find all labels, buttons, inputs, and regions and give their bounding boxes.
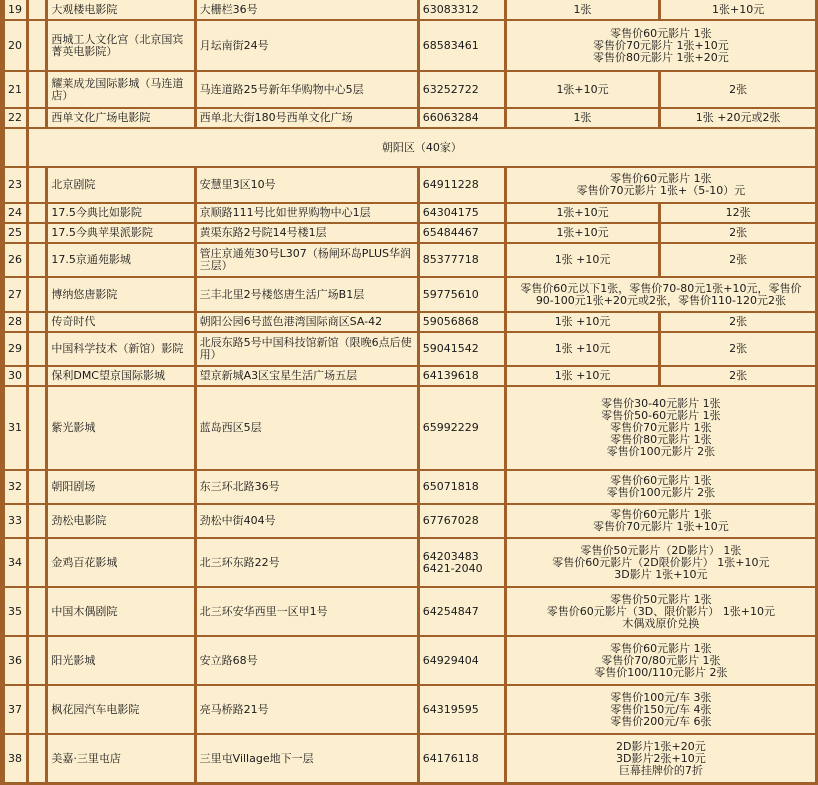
cinema-phone: 64319595 [420, 686, 504, 733]
price-line: 90-100元1张+20元或2张，零售价110-120元2张 [535, 293, 786, 307]
price-line: 零售价80元影片 1张 [610, 433, 712, 446]
price-2d: 1张+10元 [507, 224, 659, 242]
cinema-address: 月坛南街24号 [197, 21, 417, 70]
price-line: 零售价60元影片 1张 [610, 474, 712, 487]
cinema-phone: 64929404 [420, 637, 504, 684]
price-line: 零售价60元影片（3D、限价影片） 1张+10元 [546, 604, 775, 618]
cinema-name: 阳光影城 [48, 637, 193, 684]
table-row [5, 367, 815, 385]
price-details [507, 637, 815, 684]
price-details [507, 471, 815, 503]
price-3d: 2张 [661, 313, 815, 331]
blank-cell [29, 387, 46, 469]
table-row [5, 278, 815, 311]
price-line: 零售价100/110元影片 2张 [594, 665, 728, 679]
table-row [5, 539, 815, 586]
table-row [5, 313, 815, 331]
cinema-address: 三里屯Village地下一层 [197, 735, 417, 782]
price-details [507, 539, 815, 586]
price-line: 零售价200元/车 6张 [610, 714, 712, 728]
cinema-address: 京顺路111号比如世界购物中心1层 [197, 204, 417, 222]
table-body-top [5, 0, 815, 127]
row-number: 31 [5, 387, 26, 469]
cinema-name: 劲松电影院 [48, 505, 193, 537]
row-number: 33 [5, 505, 26, 537]
blank-cell [29, 21, 46, 70]
price-line: 零售价30-40元影片 1张 [601, 397, 721, 410]
price-line: 零售价50元影片（2D影片） 1张 [580, 543, 742, 557]
price-line: 3D影片2张+10元 [616, 751, 706, 765]
blank-cell [29, 72, 46, 107]
table-row [5, 109, 815, 127]
row-number: 19 [5, 0, 26, 19]
cinema-phone: 65071818 [420, 471, 504, 503]
row-number: 37 [5, 686, 26, 733]
region-title: 朝阳区（40家） [29, 129, 815, 166]
blank-cell [29, 686, 46, 733]
price-3d: 1张 +20元或2张 [661, 109, 815, 127]
price-line: 3D影片 1张+10元 [614, 567, 708, 581]
table-row [5, 0, 815, 19]
price-line: 木偶戏原价兑换 [622, 616, 700, 630]
price-details [507, 168, 815, 202]
cinema-phone: 65484467 [420, 224, 504, 242]
cinema-address: 大栅栏36号 [197, 0, 417, 19]
price-line: 零售价60元以下1张，零售价70-80元1张+10元，零售价 [520, 281, 802, 295]
price-details [507, 735, 815, 782]
price-line: 零售价60元影片（2D限价影片） 1张+10元 [552, 555, 770, 569]
table-row [5, 637, 815, 684]
blank-cell [29, 367, 46, 385]
price-line: 零售价100元影片 2张 [606, 486, 716, 499]
row-number: 23 [5, 168, 26, 202]
price-3d: 2张 [661, 224, 815, 242]
cinema-name: 美嘉·三里屯店 [48, 735, 193, 782]
price-3d: 2张 [661, 367, 815, 385]
cinema-phone: 64254847 [420, 588, 504, 635]
price-2d: 1张 +10元 [507, 333, 659, 365]
cinema-name: 金鸡百花影城 [48, 539, 193, 586]
row-number: 34 [5, 539, 26, 586]
price-2d: 1张 [507, 0, 659, 19]
cinema-address: 安慧里3区10号 [197, 168, 417, 202]
cinema-phone: 64203483 6421-2040 [420, 539, 504, 586]
price-line: 零售价70元影片 1张+（5-10）元 [576, 184, 746, 197]
price-line: 零售价100元/车 3张 [610, 690, 712, 704]
cinema-name: 西城工人文化宫（北京国宾菁英电影院） [48, 21, 193, 70]
cinema-name: 枫花园汽车电影院 [48, 686, 193, 733]
cinema-table [2, 0, 818, 784]
cinema-name: 传奇时代 [48, 313, 193, 331]
cinema-name: 中国木偶剧院 [48, 588, 193, 635]
price-line: 零售价80元影片 1张+20元 [593, 50, 729, 64]
cinema-name: 博纳悠唐影院 [48, 278, 193, 311]
row-number: 24 [5, 204, 26, 222]
cinema-phone: 64139618 [420, 367, 504, 385]
cinema-name: 保利DMC望京国际影城 [48, 367, 193, 385]
region-row [5, 129, 815, 166]
table-row [5, 686, 815, 733]
blank-cell [29, 333, 46, 365]
cinema-phone: 59775610 [420, 278, 504, 311]
cinema-name: 17.5今典比如影院 [48, 204, 193, 222]
cinema-phone: 85377718 [420, 244, 504, 276]
price-3d: 12张 [661, 204, 815, 222]
blank-cell [29, 313, 46, 331]
price-line: 零售价70/80元影片 1张 [601, 653, 721, 667]
cinema-address: 西单北大街180号西单文化广场 [197, 109, 417, 127]
price-3d: 1张+10元 [661, 0, 815, 19]
cinema-name: 17.5今典苹果派影院 [48, 224, 193, 242]
price-3d: 2张 [661, 72, 815, 107]
table-body-bottom [5, 168, 815, 782]
cinema-address: 北辰东路5号中国科技馆新馆（限晚6点后使用） [197, 333, 417, 365]
price-line: 零售价50元影片 1张 [610, 592, 712, 606]
price-2d: 1张 +10元 [507, 313, 659, 331]
blank-cell [29, 505, 46, 537]
price-3d: 2张 [661, 333, 815, 365]
row-number: 27 [5, 278, 26, 311]
price-line: 2D影片1张+20元 [616, 739, 706, 753]
price-details [507, 278, 815, 311]
price-line: 零售价50-60元影片 1张 [601, 409, 721, 422]
blank-cell [29, 735, 46, 782]
cinema-phone: 68583461 [420, 21, 504, 70]
blank-cell [29, 278, 46, 311]
blank-cell [29, 109, 46, 127]
table-row [5, 471, 815, 503]
price-details [507, 588, 815, 635]
cinema-address: 朝阳公园6号蓝色港湾国际商区SA-42 [197, 313, 417, 331]
table-row [5, 387, 815, 469]
cinema-phone: 59056868 [420, 313, 504, 331]
blank-cell [29, 204, 46, 222]
cinema-address: 蓝岛西区5层 [197, 387, 417, 469]
cinema-phone: 64911228 [420, 168, 504, 202]
price-details [507, 686, 815, 733]
cinema-address: 管庄京通苑30号L307（杨闸环岛PLUS华润三层） [197, 244, 417, 276]
row-number: 35 [5, 588, 26, 635]
cinema-address: 北三环安华西里一区甲1号 [197, 588, 417, 635]
price-line: 零售价70元影片 1张+10元 [593, 520, 729, 533]
price-2d: 1张 +10元 [507, 244, 659, 276]
price-2d: 1张+10元 [507, 72, 659, 107]
cinema-phone: 64304175 [420, 204, 504, 222]
cinema-name: 耀莱成龙国际影城（马连道店） [48, 72, 193, 107]
price-line: 巨幕挂牌价的7折 [618, 763, 703, 777]
price-details [507, 387, 815, 469]
row-number: 21 [5, 72, 26, 107]
cinema-name: 北京剧院 [48, 168, 193, 202]
table-row [5, 505, 815, 537]
table-row [5, 168, 815, 202]
cinema-address: 望京新城A3区宝星生活广场五层 [197, 367, 417, 385]
table-row [5, 204, 815, 222]
blank-cell [29, 0, 46, 19]
blank-cell [29, 224, 46, 242]
cinema-name: 中国科学技术（新馆）影院 [48, 333, 193, 365]
cinema-phone: 63252722 [420, 72, 504, 107]
cinema-phone: 65992229 [420, 387, 504, 469]
cinema-address: 东三环北路36号 [197, 471, 417, 503]
price-line: 零售价60元影片 1张 [610, 172, 712, 185]
price-details [507, 505, 815, 537]
region-index-cell [5, 129, 26, 166]
table-row [5, 72, 815, 107]
cinema-name: 朝阳剧场 [48, 471, 193, 503]
price-3d: 2张 [661, 244, 815, 276]
cinema-address: 马连道路25号新年华购物中心5层 [197, 72, 417, 107]
cinema-phone: 64176118 [420, 735, 504, 782]
blank-cell [29, 637, 46, 684]
cinema-address: 三丰北里2号楼悠唐生活广场B1层 [197, 278, 417, 311]
row-number: 26 [5, 244, 26, 276]
price-line: 零售价70元影片 1张+10元 [593, 38, 729, 52]
table-row [5, 735, 815, 782]
cinema-address: 北三环东路22号 [197, 539, 417, 586]
cinema-address: 黄渠东路2号院14号楼1层 [197, 224, 417, 242]
table-row [5, 244, 815, 276]
price-2d: 1张 +10元 [507, 367, 659, 385]
row-number: 32 [5, 471, 26, 503]
row-number: 29 [5, 333, 26, 365]
row-number: 30 [5, 367, 26, 385]
row-number: 36 [5, 637, 26, 684]
row-number: 22 [5, 109, 26, 127]
price-line: 零售价60元影片 1张 [610, 26, 712, 40]
row-number: 25 [5, 224, 26, 242]
row-number: 28 [5, 313, 26, 331]
table-row [5, 588, 815, 635]
cinema-name: 西单文化广场电影院 [48, 109, 193, 127]
blank-cell [29, 244, 46, 276]
row-number: 38 [5, 735, 26, 782]
table-row [5, 333, 815, 365]
blank-cell [29, 471, 46, 503]
blank-cell [29, 588, 46, 635]
cinema-address: 劲松中街404号 [197, 505, 417, 537]
price-2d: 1张 [507, 109, 659, 127]
table-row [5, 224, 815, 242]
price-2d: 1张+10元 [507, 204, 659, 222]
table-row [5, 21, 815, 70]
blank-cell [29, 168, 46, 202]
blank-cell [29, 539, 46, 586]
price-details [507, 21, 815, 70]
cinema-address: 亮马桥路21号 [197, 686, 417, 733]
region-header-body [5, 129, 815, 166]
cinema-phone: 66063284 [420, 109, 504, 127]
price-line: 零售价150元/车 4张 [610, 702, 712, 716]
cinema-name: 17.5京通苑影城 [48, 244, 193, 276]
cinema-phone: 59041542 [420, 333, 504, 365]
price-line: 零售价70元影片 1张 [610, 421, 712, 434]
cinema-address: 安立路68号 [197, 637, 417, 684]
row-number: 20 [5, 21, 26, 70]
cinema-phone: 63083312 [420, 0, 504, 19]
cinema-phone: 67767028 [420, 505, 504, 537]
cinema-name: 紫光影城 [48, 387, 193, 469]
price-line: 零售价60元影片 1张 [610, 508, 712, 521]
price-line: 零售价100元影片 2张 [606, 445, 716, 458]
price-line: 零售价60元影片 1张 [610, 641, 712, 655]
cinema-name: 大观楼电影院 [48, 0, 193, 19]
